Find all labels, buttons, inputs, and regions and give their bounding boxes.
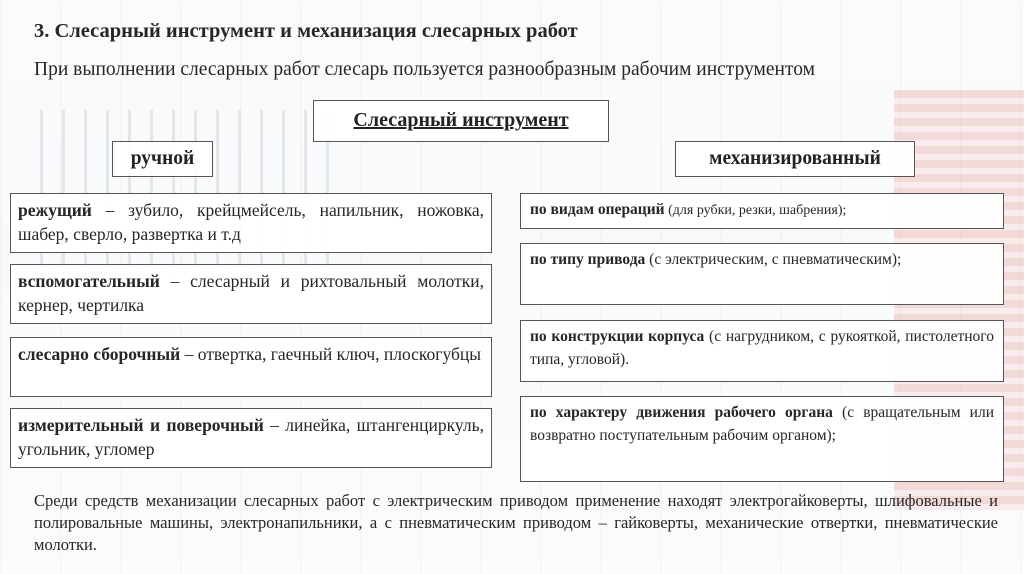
item-term: по характеру движения рабочего органа — [530, 404, 833, 421]
item-term: режущий — [18, 200, 92, 220]
manual-item-cutting — [10, 193, 492, 253]
item-desc: – линейка, штангенциркуль, угольник, угломер — [18, 415, 484, 459]
slide-title: 3. Слесарный инструмент и механизация слесарных работ — [34, 20, 578, 42]
item-term: по типу привода — [530, 251, 646, 268]
item-term: по видам операций — [530, 201, 665, 218]
item-term: измерительный и поверочный — [18, 415, 264, 435]
mech-item-drive — [520, 243, 1004, 305]
manual-item-measuring — [10, 408, 492, 468]
item-desc: (для рубки, резки, шабрения); — [664, 203, 847, 218]
mech-item-housing — [520, 320, 1004, 382]
item-term: вспомогательный — [18, 271, 160, 291]
intro-text: При выполнении слесарных работ слесарь пользуется разнообразным рабочим инструментом — [34, 59, 815, 80]
mechanized-category-label: механизированный — [675, 141, 915, 177]
mech-item-operations — [520, 193, 1004, 229]
main-heading-box: Слесарный инструмент — [313, 100, 609, 142]
item-desc: – слесарный и рихтовальный молотки, кернер, чертилка — [18, 271, 484, 315]
manual-category-label: ручной — [112, 141, 213, 177]
outro-text: Среди средств механизации слесарных работ с электрическим приводом применение находят электрогайковерты, шлифовальные и полировальные машины, электронапильники, а с пневматическим приводом – гайковерты, механические отвертки, пневматические молотки. — [34, 491, 998, 554]
item-term: слесарно сборочный — [18, 344, 181, 364]
item-desc: (с нагрудником, с рукояткой, пистолетного типа, угловой). — [530, 328, 994, 368]
item-term: по конструкции корпуса — [530, 328, 705, 345]
manual-item-assembly — [10, 337, 492, 397]
item-desc: – отвертка, гаечный ключ, плоскогубцы — [180, 344, 482, 364]
item-desc: (с электрическим, с пневматическим); — [645, 251, 902, 268]
item-desc: – зубило, крейцмейсель, напильник, ножовка, шабер, сверло, развертка и т.д — [18, 200, 484, 244]
mech-item-motion — [520, 396, 1004, 482]
item-desc: (с вращательным или возвратно поступательным рабочим органом); — [530, 404, 995, 444]
manual-item-auxiliary — [10, 264, 492, 324]
